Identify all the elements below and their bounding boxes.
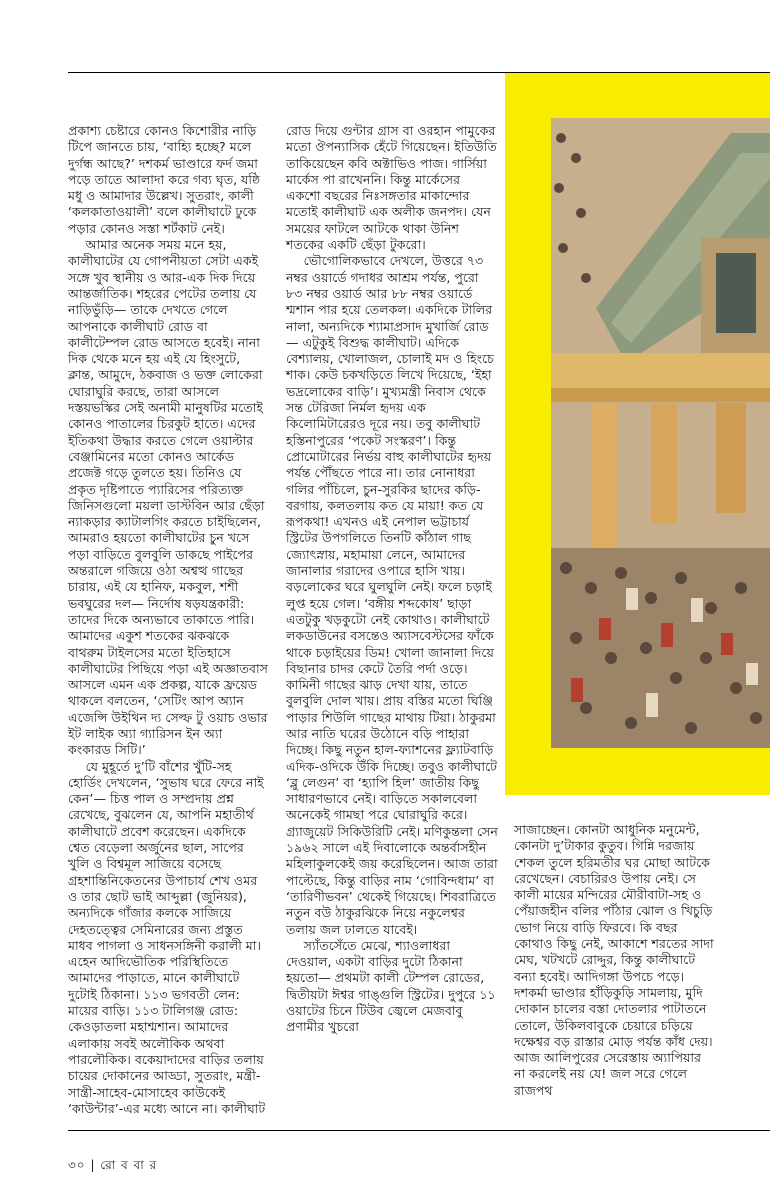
folio-separator: | (90, 1158, 101, 1172)
photo-kalighat-crowd (551, 118, 770, 748)
paragraph: ভৌগোলিকভাবে দেখলে, উত্তরে ৭৩ নম্বর ওয়ার্ডে গদাধর আশ্রম পর্যন্ত, পুরো ৮৩ নম্বর ওয়ার্ড আর ৮৮ নম্বর ওয়ার্ডে শ্মশান পার হয়ে তেলকল। একদিকে টালির নালা, অন্যদিকে শ্যামাপ্রসাদ মুখার্জি রোড— এটুকুই বিশুদ্ধ কালীঘাট। এদিকে বেশ্যালয়, খোলাজল, চোলাই মদ ও হিংচে শাক। কেউ চকখড়িতে লিখে দিয়েছে, ‘ইহা ভদ্রলোকের বাড়ি’। মুখ্যমন্ত্রী নিবাস থেকে সন্ত টেরিজা নির্মল হৃদয় এক কিলোমিটারেরও দূরে নয়। তবু কালীঘাট হস্তিনাপুরের ‘পকেট সংস্করণ’। কিন্তু প্রোমোটারের নির্ভয় বাহু কালীঘাটের হৃদয় পর্যন্ত পৌঁছতে পারে না। তার নোনাধরা গলির পাঁচিলে, চুন-সুরকির ছাদের কড়ি-বরগায়, কলতলায় কত যে মায়া! কত যে রূপকথা! এখনও এই নেপাল ভট্টাচার্য স্ট্রিটের উপগলিতে তিনটি কাঁঠাল গাছ জ্যোৎস্নায়, মহামায়া লেনে, আমাদের জানালার গরাদের ওপারে হাসি খায়। বড়লোকের ঘরে ঘুলঘুলি নেই। ফলে চড়াই লুপ্ত হয়ে গেল। ‘বঙ্গীয় শব্দকোষ’ ছাড়া এতটুকু খড়কুটো নেই কোথাও। কালীঘাটে লকডাউনের বসন্তেও অ্যাসবেস্টসের ফাঁকে থাকে চড়াইয়ের ডিম! খোলা জানালা দিয়ে বিছানার চাদর কেটে তৈরি পর্দা ওড়ে। কামিনী গাছের ঝাড় দেখা যায়, তাতে বুলবুলি দোল খায়। প্রায় বস্তির মতো ঘিঞ্জি পাড়ার শিউলি গাছের মাথায় টিয়া। ঠাকুরমা আর নাতি ঘরের উঠোনে বড়ি পাহারা দিচ্ছে। কিছু নতুন হাল-ফ্যাশনের ফ্ল্যাটবাড়ি এদিক-ওদিকে উঁকি দিচ্ছে। তবুও কালীঘাটে ‘ব্লু লেগুন’ বা ‘হ্যাপি হিল’ জাতীয় কিছু সাধারণভাবে নেই। বাড়িতে সকালবেলা অনেকেই গামছা পরে ঘোরাঘুরি করে। গ্র্যাজুয়েট সিকিউরিটি নেই। মণিকুন্তলা সেন ১৯৬২ সালে এই দিবালোকে অন্তর্বাসহীন মহিলাকুলকেই জয় করেছিলেন। আজ তারা পাল্টেছে, কিন্তু বাড়ির নাম ‘গোবিন্দধাম’ বা ‘তারিণীভবন’ থেকেই গিয়েছে। শিবরাত্রিতে নতুন বউ ঠাকুরঝিকে নিয়ে নকুলেশ্বর তলায় জল ঢালতে যাবেই। (286, 253, 498, 937)
article-column-1 (68, 123, 268, 1117)
magazine-name: রো ব বা র (100, 1158, 158, 1172)
article-column-2 (286, 123, 498, 1036)
paragraph: প্রকাশ্য চেষ্টারে কোনও কিশোরীর নাড়ি টিপে জানতে চায়, ‘বাহ্যি হচ্ছে? মলে দুর্গন্ধ আছে?’ দশকর্ম ভাণ্ডারে ফর্দ জমা পড়ে তাতে আলাদা করে গব্য ঘৃত, যষ্ঠি মধু ও আমাদার উল্লেখ। সুতরাং, কালী ‘কলকাতাওয়ালী’ বলে কালীঘাটে ঢুকে পড়ার কোনও সস্তা শর্টকাট নেই। (68, 123, 261, 236)
paragraph: রোড দিয়ে গুন্টার গ্রাস বা ওরহান পামুকের মতো ঔপন্যাসিক হেঁটে গিয়েছেন। ইতিউতি তাকিয়েছেন কবি অক্টাভিও পাজ। গার্সিয়া মার্কেস পা রাখেননি। কিন্তু মার্কেসের একশো বছরের নিঃসঙ্গতার মাকান্দোর মতোই কালীঘাট এক অলীক জনপদ। যেন সময়ের ফাটলে আটকে থাকা উনিশ শতকের একটি ছেঁড়া টুকরো। (286, 123, 497, 253)
page-number: ৩০ (68, 1158, 86, 1172)
paragraph: যে মুহূর্তে দু’টি বাঁশের খুঁটি-সহ হোর্ডিং দেখলেন, ‘সুভাষ ঘরে ফেরে নাই কেন’— চিত্ত পাল ও সম্প্রদায় প্রশ্ন রেখেছে, বুঝলেন যে, আপনি মহাতীর্থ কালীঘাটে প্রবেশ করেছেন। একদিকে শ্বেত বেড়েলা অর্জুনের ছাল, সাপের খুলি ও বিশ্বমূল সাজিয়ে বসেছে গ্রহশান্তিনিকেতনের উপাচার্য শেখ ওমর ও তার ছোট ভাই আব্দুল্লা (জুনিয়র), অন্যদিকে গাঁজার কলকে সাজিয়ে দেহতত্ত্বের সেমিনারের জন্য প্রস্তুত মাধব পাগলা ও সাধনসঙ্গিনী করালী মা। এহেন আদিভৌতিক পরিস্থিতিতে আমাদের পাড়াতে, মানে কালীঘাটে দুটোই ঠিকানা। ১১৩ ভগবতী লেন: মায়ের বাড়ি। ১১৩ টালিগঞ্জ রোড: কেওড়াতলা মহাশ্মশান। আমাদের এলাকায় সবই অলৌকিক অথবা পারলৌকিক। বকেয়াদাদের বাড়ির তলায় চায়ের দোকানের আড্ডা, সুতরাং, মন্ত্রী-সান্ত্রী-সাহেব-মোসাহেব কাউকেই ‘কাউন্টার’-এর মধ্যে আনে না। কালীঘাট (68, 758, 266, 1116)
paragraph: আমার অনেক সময় মনে হয়, কালীঘাটের যে গোপনীয়তা সেটা একই সঙ্গে খুব স্থানীয় ও আর-এক দিক দিয়ে আন্তর্জাতিক। শহরের পেটের তলায় যে নাড়িভুঁড়ি— তাকে দেখতে গেলে আপনাকে কালীঘাট রোড বা কালীটেম্পল রোড আসতে হবেই। নানা দিক থেকে মনে হয় এই যে হিংসুটে, ক্লান্ত, আমুদে, ঠকবাজ ও ভক্ত লোকেরা ঘোরাঘুরি করছে, তারা আসলে দস্তয়ভস্কির সেই অনামী মানুষটির মতোই কোনও পাতালের চিরকুট হাতে। এদের ইতিকথা উদ্ধার করতে গেলে ওয়াল্টার বেঞ্জামিনের মতো কোনও আর্কেড প্রজেক্ট গড়ে তুলতে হয়। তিনিও যে প্রকৃত দৃষ্টিপাতে প্যারিসের পরিত্যক্ত জিনিসগুলো ময়লা ডাস্টবিন আর ছেঁড়া ন্যাকড়ার ক্যাটালগিং করতে চাইছিলেন, আমরাও হয়তো কালীঘাটের চুন খসে পড়া বাড়িতে বুলবুলি ডাকছে পাইপের অন্তরালে গজিয়ে ওঠা অশ্বত্থ গাছের চারায়, এই যে হানিফ, মকবুল, শশী ভবঘুরের দল— নির্দোষ ষড়যন্ত্রকারী: তাদের দিকে অন্যভাবে তাকাতে পারি। আমাদের একুশ শতকের ঝকঝকে বাথরুম টাইলসের মতো ইতিহাসে কালীঘাটের পিছিয়ে পড়া এই অজ্ঞাতবাস আসলে এমন এক প্রকল্প, যাকে ফ্রয়েড থাকলে বলতেন, ‘সেটিং আপ অ্যান এজেন্সি উইথিন দ্য সেল্ফ টু ওয়াচ ওভার ইট লাইক অ্যা গ্যারিসন ইন অ্যা কংকারড সিটি।’ (68, 237, 268, 758)
paragraph: সাজাচ্ছেন। কোনটা আধুনিক মনুমেন্ট, কোনটা দু’টাকার কুতুব। গিন্নি দরজায় শেকল তুলে হরিমতীর ঘর মোছা আটকে রেখেছেন। বেচারিরও উপায় নেই। সে কালী মায়ের মন্দিরের মৌরীবাটা-সহ ও পেঁয়াজহীন বলির পাঁঠার ঝোল ও খিচুড়ি ভোগ নিয়ে বাড়ি ফিরবে। কি বছর কোথাও কিছু নেই, আকাশে শরতের সাদা মেঘ, খটখটে রোদ্দুর, কিন্তু কালীঘাটে বন্যা হবেই। আদিগঙ্গা উপচে পড়ে। দশকর্মা ভাণ্ডার হাঁড়িকুড়ি সামলায়, মুদি দোকান চালের বস্তা দোতলার পাটাতনে তোলে, উকিলবাবুকে চেয়ারে চড়িয়ে দক্ষেশ্বর বড় রাস্তার মোড় পর্যন্ত কাঁধ দেয়। আজ আলিপুরের সেরেস্তায় অ্যাপিয়ার না করলেই নয় যে! জল সরে গেলে রাজপথ (514, 822, 714, 1098)
paragraph: স্যাঁতসেঁতে মেঝে, শ্যাওলাধরা দেওয়াল, একটা বাড়ির দুটো ঠিকানা হয়তো— প্রথমটা কালী টেম্পল রোডের, দ্বিতীয়টা ঈশ্বর গাঙ্গুলি স্ট্রিটের। দুপুরে ১১ ওয়াটের চিনে টিউব জ্বেলে মেজবাবু প্রণামীর খুচরো (286, 937, 496, 1035)
folio (68, 1157, 157, 1177)
bottom-rule (68, 1130, 770, 1131)
article-column-3 (514, 822, 714, 1099)
